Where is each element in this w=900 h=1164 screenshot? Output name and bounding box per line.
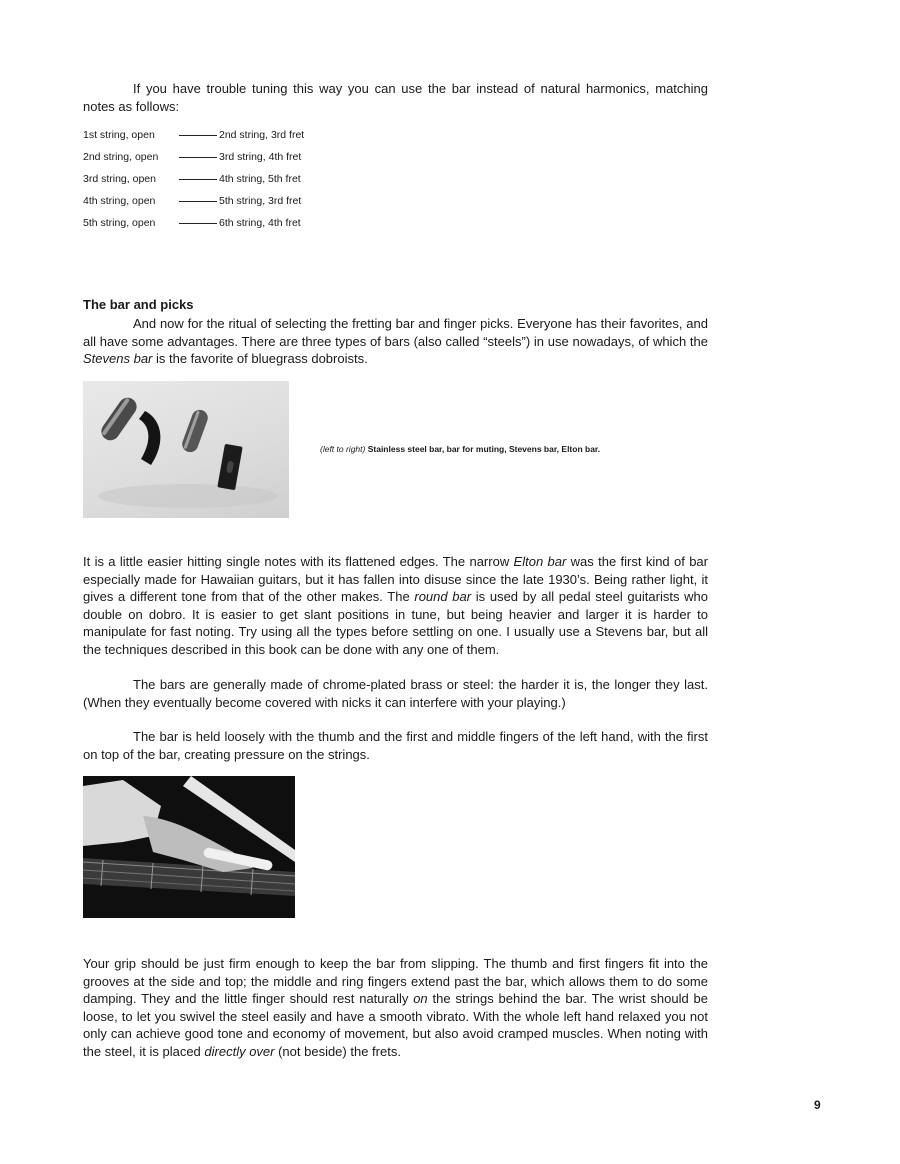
grip-paragraph (83, 955, 708, 1060)
bar-types-text-a: It is a little easier hitting single notes with its flattened edges. The narrow (83, 554, 514, 569)
bar-types-text-b: was the first kind of bar especially made for Hawaiian guitars, but it has fallen into disuse since the late 1930’s. Being rather light, it gives a different tone from that of the other makes. The (83, 554, 708, 604)
tuning-connector (179, 135, 217, 136)
tuning-from: 1st string, open (83, 129, 155, 141)
bar-intro-text-b: is the favorite of bluegrass dobroists. (152, 351, 368, 366)
grip-emphasis-on: on (413, 991, 428, 1006)
grip-text-b: the strings behind the bar. The wrist should be loose, to let you swivel the steel easily and have a smooth vibrato. With the whole left hand relaxed you not only can achieve good tone and economy of movement, but also avoid cramped muscles. When noting with the steel, it is placed (83, 991, 709, 1059)
grip-text-a: Your grip should be just firm enough to keep the bar from slipping. The thumb and first fingers fit into the grooves at the side and top; the middle and ring fingers extend past the bar, which allows them to do some damping. They and the little finger should rest naturally (83, 956, 708, 1006)
bars-caption (320, 444, 600, 454)
tuning-from: 5th string, open (83, 217, 156, 229)
page-number: 9 (814, 1098, 821, 1112)
bar-material-paragraph (83, 676, 708, 711)
bar-intro-text-a: And now for the ritual of selecting the fretting bar and finger picks. Everyone has their favorites, and all have some advantages. There are three types of bars (also called “steels”) in use nowadays, of which the (83, 316, 708, 349)
bar-intro-paragraph (83, 315, 708, 368)
intro-text: If you have trouble tuning this way you can use the bar instead of natural harmonics, matching notes as follows: (83, 81, 708, 114)
bar-types-text-c: is used by all pedal steel guitarists who double on dobro. It is easier to get slant positions in tune, but being heavier and larger it is harder to manipulate for fast noting. Try using all the types before settling on one. I usually use a Stevens bar, but all the techniques described in this book can be done with any one of them. (83, 589, 708, 657)
caption-text: Stainless steel bar, bar for muting, Stevens bar, Elton bar. (365, 444, 601, 454)
tuning-row (83, 168, 304, 190)
tuning-to: 6th string, 4th fret (219, 217, 301, 229)
tuning-from: 2nd string, open (83, 151, 159, 163)
round-bar-emphasis: round bar (414, 589, 472, 604)
tuning-to: 3rd string, 4th fret (219, 151, 302, 163)
tuning-connector (179, 179, 217, 180)
bars-illustration (83, 381, 289, 518)
tuning-from: 3rd string, open (83, 173, 156, 185)
tuning-from: 4th string, open (83, 195, 156, 207)
tuning-to: 2nd string, 3rd fret (219, 129, 305, 141)
caption-prefix: (left to right) (320, 444, 366, 454)
tuning-to: 5th string, 3rd fret (219, 195, 302, 207)
tuning-row (83, 212, 304, 234)
tuning-row (83, 190, 304, 212)
tuning-list (83, 124, 304, 234)
bar-types-paragraph (83, 553, 708, 658)
bar-holding-paragraph (83, 728, 708, 763)
tuning-row (83, 124, 304, 146)
section-heading: The bar and picks (83, 297, 194, 312)
bar-intro-emphasis: Stevens bar (83, 351, 153, 366)
bars-photo (83, 381, 289, 518)
grip-text-c: (not beside) the frets. (274, 1043, 401, 1059)
tuning-connector (179, 157, 217, 158)
elton-bar-emphasis: Elton bar (513, 554, 567, 569)
bar-holding-text: The bar is held loosely with the thumb and the first and middle fingers of the left hand, with the first on top of the bar, creating pressure on the strings. (83, 729, 708, 762)
tuning-connector (179, 201, 217, 202)
tuning-connector (179, 223, 217, 224)
bar-material-text: The bars are generally made of chrome-plated brass or steel: the harder it is, the longer they last. (When they eventually become covered with nicks it can interfere with your playing.) (83, 677, 708, 710)
intro-paragraph (83, 80, 708, 115)
tuning-to: 4th string, 5th fret (219, 173, 301, 185)
grip-emphasis-directly-over: directly over (204, 1043, 275, 1059)
hand-holding-bar-photo (83, 776, 295, 918)
tuning-row (83, 146, 304, 168)
hand-illustration (83, 776, 295, 918)
